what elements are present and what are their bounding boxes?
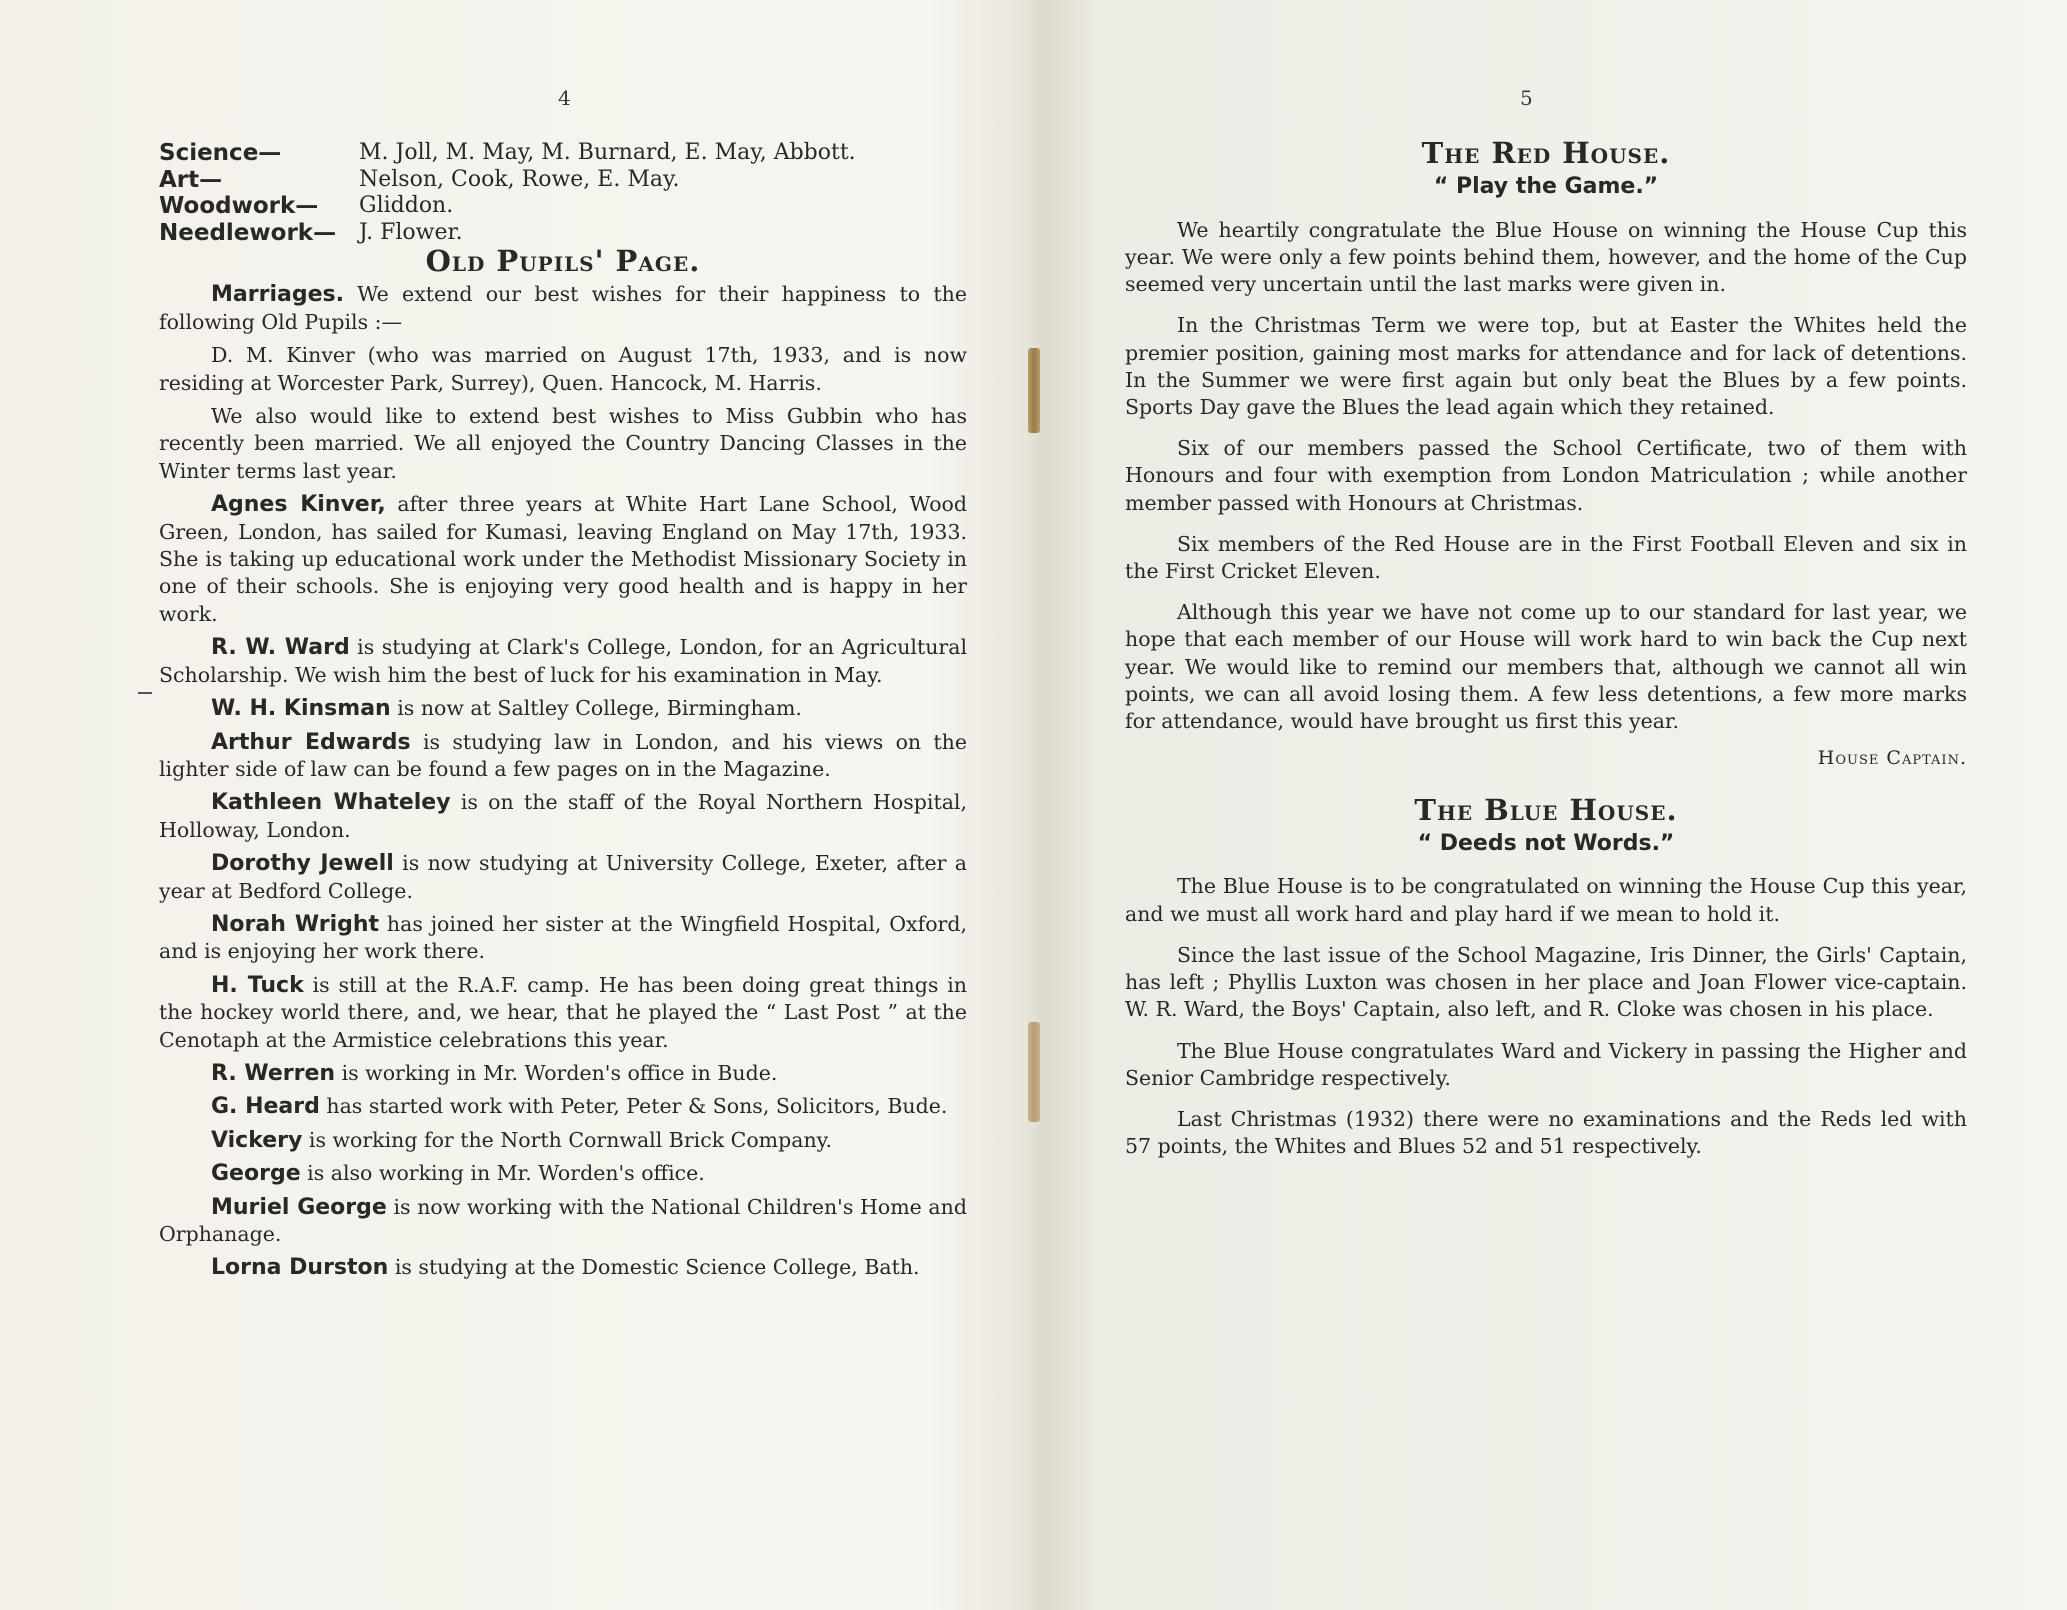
paragraph-text: is studying at the Domestic Science College, Bath. [388, 1255, 920, 1280]
old-pupil-paragraph [159, 403, 967, 485]
old-pupil-paragraph [159, 281, 967, 336]
blue-house-title: The Blue House. [1414, 792, 1678, 827]
paragraph-lead: Kathleen Whateley [211, 790, 451, 816]
old-pupil-paragraph [159, 850, 967, 905]
subject-list [159, 140, 967, 246]
paragraph-lead: G. Heard [211, 1094, 320, 1120]
old-pupil-paragraph [159, 342, 967, 397]
house-captain-signature: House Captain. [1817, 747, 1967, 770]
paragraph-lead: Lorna Durston [211, 1255, 389, 1281]
subject-key: Needlework— [159, 219, 337, 246]
subject-key: Woodwork— [159, 193, 319, 219]
old-pupil-paragraph [159, 491, 967, 628]
red-paragraph: In the Christmas Term we were top, but at Easter the Whites held the premier position, gaining most marks for attendance and for lack of detentions. In the Summer we were first again but only beat the Blues by a few points. Sports Day gave the Blues the lead again which they retained. [1125, 313, 1967, 420]
old-pupils-title: Old Pupils' Page. [425, 244, 701, 278]
paragraph-text: is now studying at University College, Exeter, after a year at Bedford College. [159, 851, 967, 903]
paragraph-text: is now working with the National Children's Home and Orphanage. [159, 1194, 967, 1246]
paragraph-lead: R. Werren [211, 1060, 336, 1086]
subject-value: Gliddon. [359, 193, 454, 218]
red-house-motto: “ Play the Game.” [1433, 174, 1659, 200]
red-paragraph: Although this year we have not come up to our standard for last year, we hope that each member of our House will work hard to win back the Cup next year. We would like to remind our members that, although we cannot all win points, we can all avoid losing them. A few less detentions, a few more marks for attendance, would have brought us first this year. [1125, 600, 1967, 734]
paragraph-lead: Vickery [211, 1127, 303, 1153]
subject-key: Science— [159, 140, 282, 166]
old-pupil-paragraph [159, 1194, 967, 1249]
old-pupil-paragraph [159, 1093, 967, 1120]
paragraph-lead: George [211, 1161, 301, 1187]
subject-key: Art— [159, 166, 223, 193]
page-number: 5 [1520, 86, 1533, 110]
old-pupil-paragraph [159, 729, 967, 784]
paragraph-text: We extend our best wishes for their happiness to the following Old Pupils :— [159, 282, 967, 334]
old-pupil-paragraph [159, 911, 967, 966]
blue-paragraph: The Blue House congratulates Ward and Vickery in passing the Higher and Senior Cambridge respectively. [1125, 1038, 1967, 1090]
old-pupil-paragraph [159, 695, 967, 722]
subject-value: Nelson, Cook, Rowe, E. May. [359, 166, 680, 192]
paragraph-text: has joined her sister at the Wingfield Hospital, Oxford, and is enjoying her work there. [159, 911, 967, 964]
blue-paragraph: Last Christmas (1932) there were no examinations and the Reds led with 57 points, the Whites and Blues 52 and 51 respectively. [1125, 1106, 1967, 1159]
blue-paragraph: Since the last issue of the School Magazine, Iris Dinner, the Girls' Captain, has left ; Phyllis Luxton was chosen in her place and Joan Flower vice-captain. W. R. Ward, the Boys' Captain, also left, and R. Cloke was chosen in his place. [1125, 942, 1967, 1022]
old-pupil-paragraph [159, 1127, 967, 1154]
left-column [159, 140, 967, 1288]
subject-value: M. Joll, M. May, M. Burnard, E. May, Abbott. [359, 140, 856, 165]
paragraph-lead: Arthur Edwards [211, 729, 411, 755]
paragraph-lead: Norah Wright [211, 911, 380, 937]
paragraph-text: D. M. Kinver (who was married on August 17th, 1933, and is now residing at Worcester Park, Surrey), Quen. Hancock, M. Harris. [159, 343, 967, 395]
red-house-title: The Red House. [1421, 136, 1671, 170]
paragraph-text: is now at Saltley College, Birmingham. [390, 696, 802, 721]
page-number: 4 [558, 86, 571, 110]
paragraph-text: is on the staff of the Royal Northern Hospital, Holloway, London. [159, 790, 967, 842]
margin-mark [138, 692, 152, 694]
red-paragraph: We heartily congratulate the Blue House on winning the House Cup this year. We were only a few points behind them, however, and the home of the Cup seemed very uncertain until the last marks were given in. [1125, 217, 1967, 297]
old-pupil-paragraph [159, 1060, 967, 1087]
old-pupil-paragraph [159, 789, 967, 844]
old-pupils-paragraphs [159, 281, 967, 1281]
red-paragraph: Six of our members passed the School Certificate, two of them with Honours and four with exemption from London Matriculation ; while another member passed with Honours at Christmas. [1125, 436, 1967, 515]
blue-paragraph: The Blue House is to be congratulated on winning the House Cup this year, and we must all work hard and play hard if we mean to hold it. [1125, 874, 1967, 926]
paragraph-text: after three years at White Hart Lane School, Wood Green, London, has sailed for Kumasi, leaving England on May 17th, 1933. She is taking up educational work under the Methodist Missionary Society in one of their schools. She is enjoying very good health and is happy in her work. [159, 492, 967, 626]
paragraph-text: is working in Mr. Worden's office in Bude. [335, 1060, 778, 1085]
paragraph-text: is studying law in London, and his views on the lighter side of law can be found a few pages on in the Magazine. [159, 729, 967, 781]
red-paragraph: Six members of the Red House are in the First Football Eleven and six in the First Cricket Eleven. [1125, 531, 1967, 584]
paragraph-lead: H. Tuck [211, 972, 304, 998]
paragraph-text: We also would like to extend best wishes to Miss Gubbin who has recently been married. We all enjoyed the Country Dancing Classes in the Winter terms last year. [159, 404, 967, 483]
paragraph-lead: Marriages. [211, 282, 344, 308]
paragraph-text: is working for the North Cornwall Brick Company. [302, 1127, 833, 1152]
paragraph-lead: W. H. Kinsman [211, 696, 391, 722]
subject-value: J. Flower. [359, 219, 463, 245]
paragraph-lead: Muriel George [211, 1194, 387, 1220]
right-page [1035, 0, 2067, 1610]
right-column [1125, 136, 1967, 1174]
paragraph-text: is still at the R.A.F. camp. He has been doing great things in the hockey world there, and, we hear, that he played the “ Last Post ” at the Cenotaph at the Armistice celebrations this year. [159, 972, 968, 1052]
paragraph-text: is also working in Mr. Worden's office. [300, 1161, 705, 1186]
old-pupil-paragraph [159, 972, 967, 1054]
old-pupil-paragraph [159, 1160, 967, 1187]
paragraph-text: is studying at Clark's College, London, for an Agricultural Scholarship. We wish him the best of luck for his examination in May. [159, 635, 967, 687]
paragraph-lead: Agnes Kinver, [211, 492, 386, 518]
paragraph-lead: R. W. Ward [211, 635, 350, 661]
old-pupil-paragraph [159, 1254, 967, 1281]
paragraph-text: has started work with Peter, Peter & Sons, Solicitors, Bude. [319, 1094, 948, 1119]
blue-house-motto: “ Deeds not Words.” [1417, 831, 1675, 857]
old-pupil-paragraph [159, 634, 967, 689]
paragraph-lead: Dorothy Jewell [211, 851, 394, 877]
